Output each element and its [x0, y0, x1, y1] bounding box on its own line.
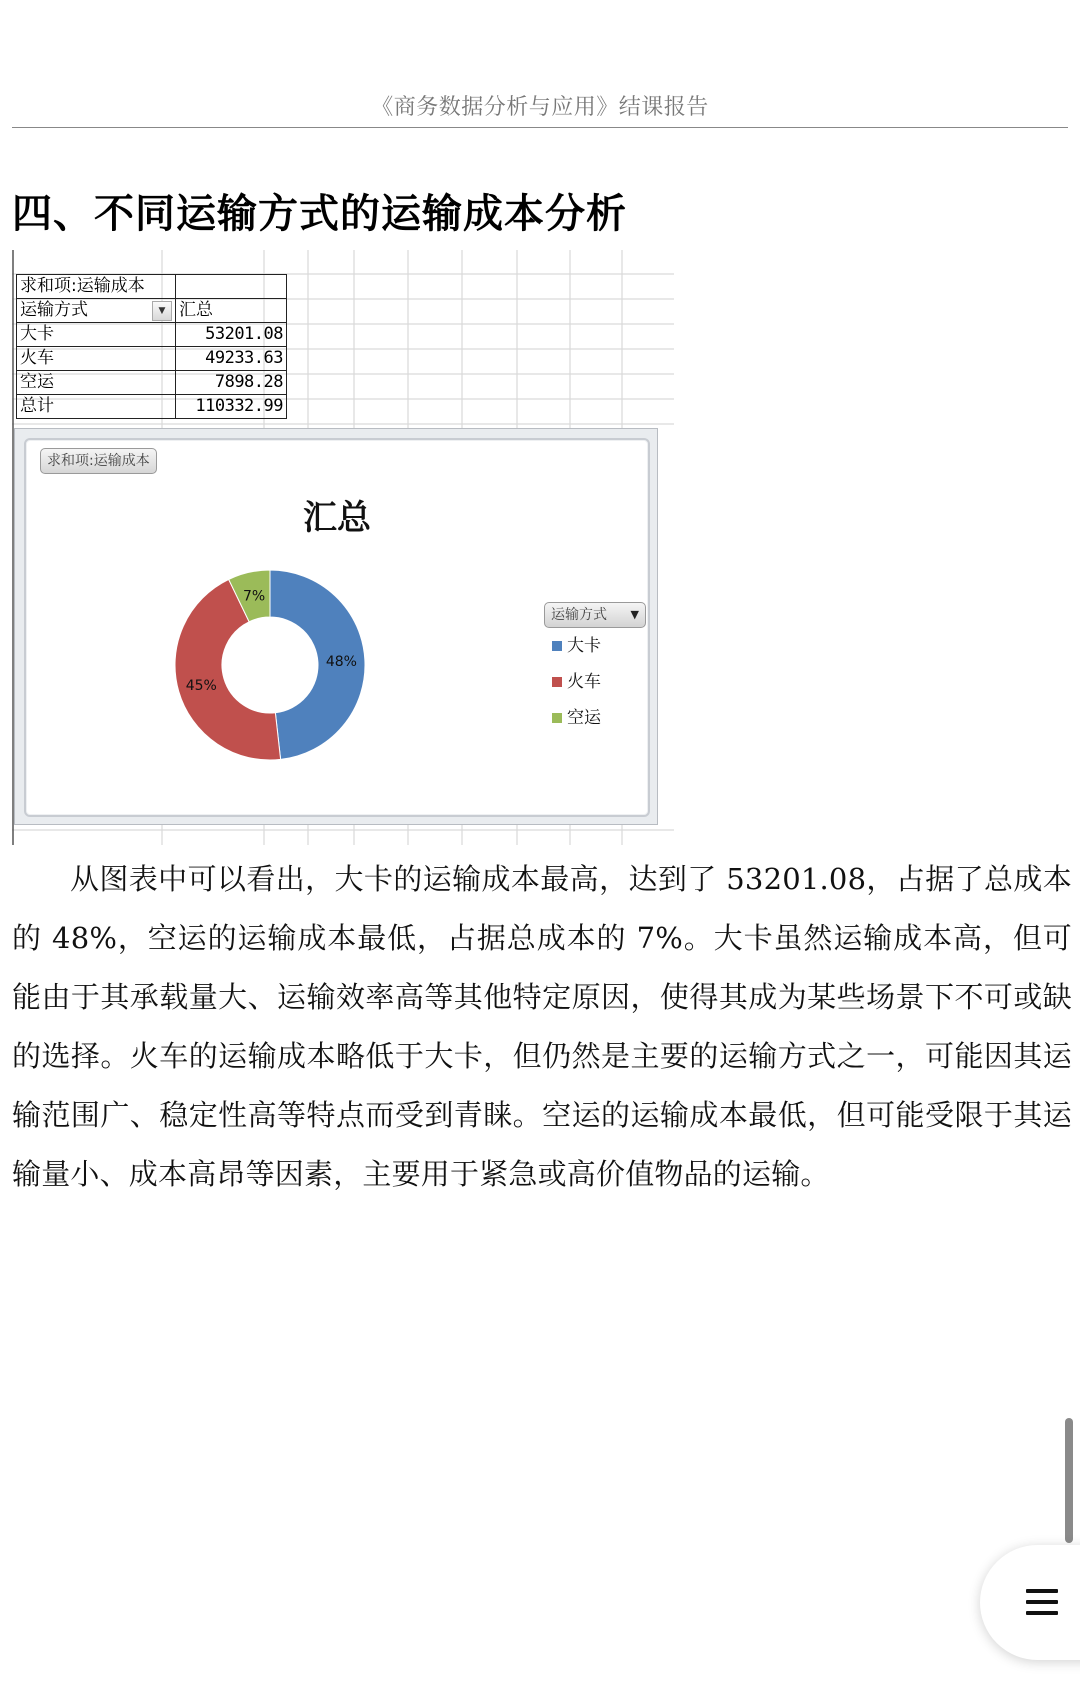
pivot-row-label: 火车 [17, 347, 176, 371]
pivot-row-label: 空运 [17, 371, 176, 395]
section-title: 四、不同运输方式的运输成本分析 [12, 191, 627, 237]
legend-item [544, 700, 654, 736]
pivot-data-field: 求和项:运输成本 [17, 275, 176, 299]
data-field-button[interactable]: 求和项:运输成本 [40, 448, 157, 474]
pivot-row-value: 49233.63 [176, 347, 287, 371]
table-row [17, 347, 287, 371]
data-label: 7% [242, 588, 266, 605]
pivot-row-field[interactable] [17, 299, 176, 323]
pivot-row-value: 7898.28 [176, 371, 287, 395]
legend-swatch [552, 713, 562, 723]
legend-swatch [552, 641, 562, 651]
table-row [17, 299, 287, 323]
table-row [17, 323, 287, 347]
table-row [17, 275, 287, 299]
pivot-row-label: 大卡 [17, 323, 176, 347]
hamburger-menu-icon [1026, 1589, 1058, 1622]
pivot-col-header: 汇总 [176, 299, 287, 323]
legend-item [544, 664, 654, 700]
table-row [17, 395, 287, 419]
page-header: 《商务数据分析与应用》结课报告 [371, 95, 709, 120]
legend-swatch [552, 677, 562, 687]
pivot-row-value: 53201.08 [176, 323, 287, 347]
pivot-table [16, 274, 287, 419]
table-row [17, 371, 287, 395]
pivot-total-value: 110332.99 [176, 395, 287, 419]
chart-legend [544, 602, 654, 736]
dropdown-caret-icon: ▼ [630, 608, 639, 621]
legend-label: 火车 [567, 672, 601, 692]
legend-label: 大卡 [567, 636, 601, 656]
analysis-paragraph: 从图表中可以看出，大卡的运输成本最高，达到了 53201.08，占据了总成本的 48%，空运的运输成本最低，占据总成本的 7%。大卡虽然运输成本高，但可能由于其承载量大、运输效率高等其他特定原因，使得其成为某些场景下不可或缺的选择。火车的运输成本略低于大卡，但仍然是主要的运输方式之一，可能因其运输范围广、稳定性高等特点而受到青睐。空运的运输成本最低，但可能受限于其运输量小、成本高昂等因素，主要用于紧急或高价值物品的运输。 [12, 862, 1072, 1191]
legend-item [544, 628, 654, 664]
header-divider [12, 127, 1068, 128]
pivot-empty-cell [176, 275, 287, 299]
chart-title: 汇总 [303, 498, 371, 538]
legend-field-label: 运输方式 [551, 607, 607, 623]
spreadsheet-screenshot [12, 250, 674, 845]
legend-field-button[interactable] [544, 602, 646, 628]
scrollbar-thumb[interactable] [1065, 1418, 1073, 1543]
menu-button[interactable] [980, 1545, 1080, 1660]
data-label: 48% [325, 654, 357, 671]
pivot-total-label: 总计 [17, 395, 176, 419]
chart-area[interactable] [24, 438, 650, 817]
filter-dropdown-icon[interactable]: ▼ [152, 301, 172, 321]
data-label: 45% [185, 677, 217, 694]
chart-frame[interactable] [14, 428, 658, 825]
legend-label: 空运 [567, 708, 601, 728]
pivot-row-field-label: 运输方式 [20, 300, 88, 320]
